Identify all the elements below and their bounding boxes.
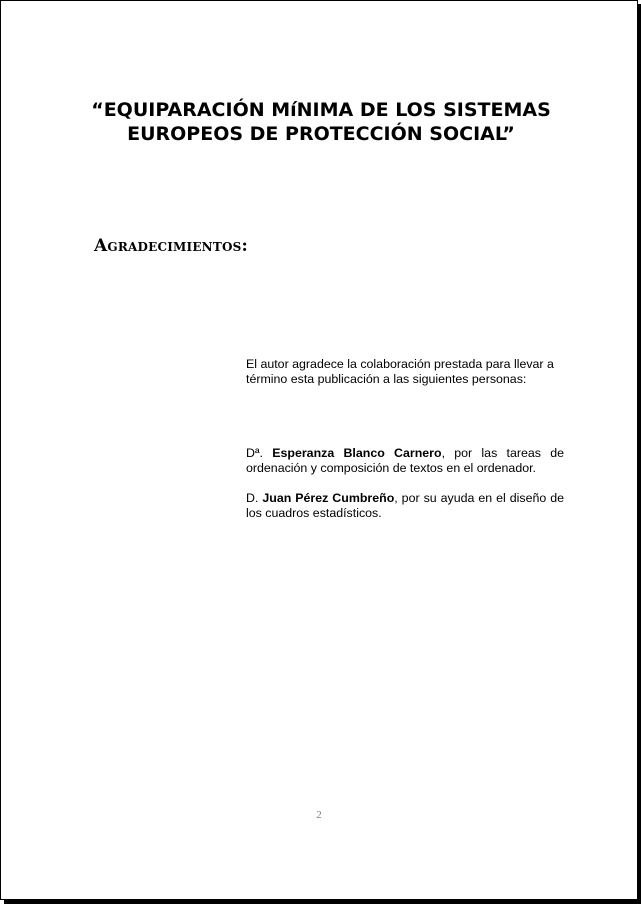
- person-prefix: D.: [246, 491, 263, 505]
- person-description: , por las tareas de ordenación y composición de textos en el ordenador.: [246, 446, 564, 475]
- intro-paragraph: El autor agradece la colaboración prestada para llevar a término esta publicación a las siguientes personas:: [246, 357, 554, 386]
- document-title: [61, 98, 581, 146]
- title-line-1: “EQUIPARACIÓN MíNIMA DE LOS SISTEMAS: [91, 99, 551, 121]
- person-name: Juan Pérez Cumbreño: [262, 491, 395, 505]
- page-number: 2: [316, 809, 322, 821]
- acknowledgement-paragraph: [246, 446, 564, 476]
- person-prefix: Dª.: [246, 446, 273, 460]
- title-line-2: EUROPEOS DE PROTECCIÓN SOCIAL”: [127, 123, 515, 145]
- acknowledgement-paragraph: [246, 491, 564, 521]
- section-heading: Agradecimientos:: [94, 236, 248, 256]
- person-name: Esperanza Blanco Carnero: [272, 446, 442, 460]
- person-description: , por su ayuda en el diseño de los cuadros estadísticos.: [246, 491, 564, 520]
